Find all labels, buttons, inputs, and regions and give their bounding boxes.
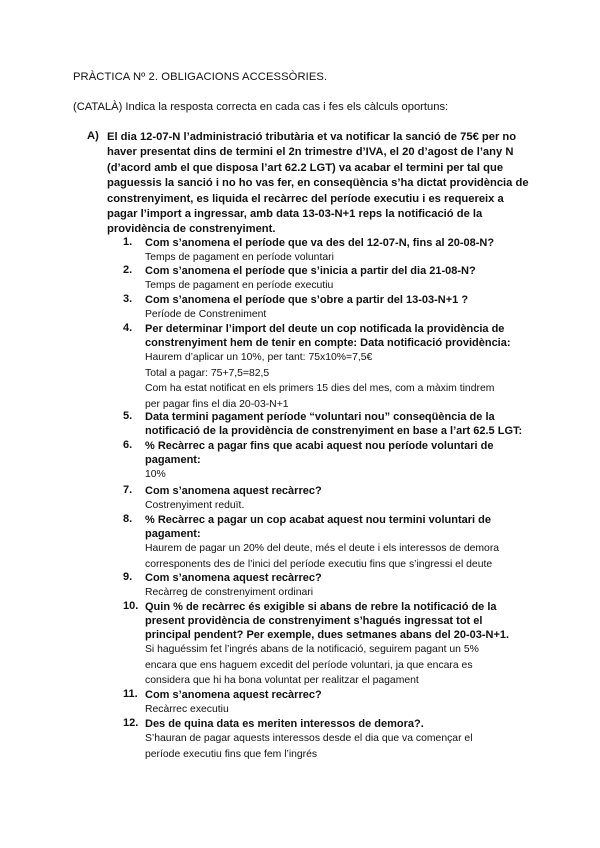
answer-line: Temps de pagament en període executiu — [145, 280, 334, 291]
question-text — [145, 513, 525, 541]
answer-line: Temps de pagament en període voluntari — [145, 252, 334, 263]
answer-line: Costrenyiment reduït. — [145, 500, 245, 511]
question-text — [145, 236, 525, 250]
answer-line: Si haguéssim fet l’ingrés abans de la notificació, seguirem pagant un 5% — [145, 644, 479, 655]
section-line: pagar l’import a ingressar, amb data 13-03-N+1 reps la notificació de la — [107, 208, 483, 221]
question-line: Per determinar l’import del deute un cop notificada la providència de — [145, 323, 505, 335]
question-line: Com s’anomena aquest recàrrec? — [145, 572, 322, 584]
section-line: providència de constrenyiment. — [107, 223, 276, 236]
answer-9 — [145, 585, 525, 601]
answer-11 — [145, 702, 525, 718]
question-line: present providència de constrenyiment s’hagués ingressat tot el — [145, 615, 483, 627]
answer-line: Com ha estat notificat en els primers 15 dies del mes, com a màxim tindrem — [145, 383, 495, 394]
answer-2 — [145, 278, 525, 294]
answer-line: Període de Constreniment — [145, 309, 267, 320]
question-line: principal pendent? Per exemple, dues setmanes abans del 20-03-N+1. — [145, 629, 510, 641]
question-text — [145, 322, 525, 350]
answer-3 — [145, 307, 525, 323]
answer-line: Recàrrec executiu — [145, 704, 229, 715]
question-number: 11. — [123, 688, 138, 700]
question-text — [145, 571, 525, 585]
answer-line: S’hauran de pagar aquests interessos desde el dia que va començar el — [145, 733, 473, 744]
question-line: Quin % de recàrrec és exigible si abans de rebre la notificació de la — [145, 601, 497, 613]
question-line: Data termini pagament període “voluntari nou” conseqüència de la — [145, 411, 495, 423]
question-number: 1. — [123, 236, 133, 248]
question-text — [145, 484, 525, 498]
question-number: 4. — [123, 322, 133, 334]
question-line: Com s’anomena el període que s’obre a partir del 13-03-N+1 ? — [145, 294, 469, 306]
section-line: constrenyiment, es liquida el recàrrec del període executiu i es requereix a — [107, 192, 504, 205]
question-line: Com s’anomena aquest recàrrec? — [145, 485, 322, 497]
question-line: notificació de la providència de constrenyiment en base a l’art 62.5 LGT: — [145, 425, 523, 437]
question-text — [145, 293, 525, 307]
question-number: 10. — [123, 600, 139, 612]
section-line: haver presentat dins de termini el 2n trimestre d’IVA, el 20 d’agost de l’any N — [107, 146, 514, 159]
answer-line: 10% — [145, 469, 166, 480]
answer-line: Haurem de pagar un 20% del deute, més el deute i els interessos de demora — [145, 543, 500, 554]
question-number: 5. — [123, 410, 133, 422]
question-number: 2. — [123, 264, 133, 276]
question-line: Com s’anomena el període que va des del 12-07-N, fins al 20-08-N? — [145, 237, 495, 249]
answer-10 — [145, 642, 525, 689]
question-line: % Recàrrec a pagar fins que acabi aquest nou període voluntari de — [145, 440, 494, 452]
question-number: 3. — [123, 293, 133, 305]
answer-line: Haurem d’aplicar un 10%, per tant: 75x10%=7,5€ — [145, 352, 373, 363]
answer-line: corresponents des de l’inici del període executiu fins que s’ingressi el deute — [145, 558, 493, 570]
question-text — [145, 439, 525, 467]
question-number: 7. — [123, 484, 133, 496]
document-intro: (CATALÀ) Indica la resposta correcta en cada cas i fes els càlculs oportuns: — [73, 101, 449, 113]
question-text — [145, 600, 525, 642]
question-number: 6. — [123, 439, 133, 451]
section-line: (d’acord amb el que disposa l’art 62.2 LGT) va acabar el termini per tal que — [107, 161, 504, 174]
answer-12 — [145, 731, 525, 762]
answer-line: considera que hi ha bona voluntat per realitzar el pagament — [145, 675, 419, 686]
question-line: Des de quina data es meriten interessos de demora?. — [145, 718, 424, 730]
answer-line: Recàrreg de constrenyiment ordinari — [145, 587, 314, 598]
section-line: paguessis la sanció i no ho vas fer, en conseqüència s’ha dictat providència de — [107, 177, 529, 190]
answer-8 — [145, 541, 525, 572]
answer-6 — [145, 467, 525, 483]
section-letter: A) — [87, 130, 99, 142]
question-line: Com s’anomena aquest recàrrec? — [145, 689, 322, 701]
question-text — [145, 688, 525, 702]
question-number: 12. — [123, 717, 139, 729]
question-line: pagament: — [145, 528, 201, 540]
section-statement — [107, 130, 529, 238]
question-line: constrenyiment hem de tenir en compte: Data notificació providència: — [145, 337, 511, 349]
question-number: 8. — [123, 513, 133, 525]
question-line: pagament: — [145, 454, 201, 466]
document-title: PRÀCTICA Nº 2. OBLIGACIONS ACCESSÒRIES. — [73, 71, 328, 83]
question-text — [145, 410, 525, 438]
question-line: Com s’anomena el període que s’inicia a partir del dia 21-08-N? — [145, 265, 476, 277]
question-number: 9. — [123, 571, 133, 583]
answer-4 — [145, 350, 525, 412]
answer-line: període executiu fins que fem l’ingrés — [145, 748, 318, 760]
question-text — [145, 717, 525, 731]
answer-line: Total a pagar: 75+7,5=82,5 — [145, 367, 270, 379]
question-line: % Recàrrec a pagar un cop acabat aquest nou termini voluntari de — [145, 514, 491, 526]
answer-7 — [145, 498, 525, 514]
question-text — [145, 264, 525, 278]
answer-line: encara que ens haguem excedit del període voluntari, ja que encara es — [145, 659, 473, 671]
answer-line: per pagar fins el dia 20-03-N+1 — [145, 398, 289, 410]
section-line: El dia 12-07-N l’administració tributària et va notificar la sanció de 75€ per no — [107, 131, 517, 143]
